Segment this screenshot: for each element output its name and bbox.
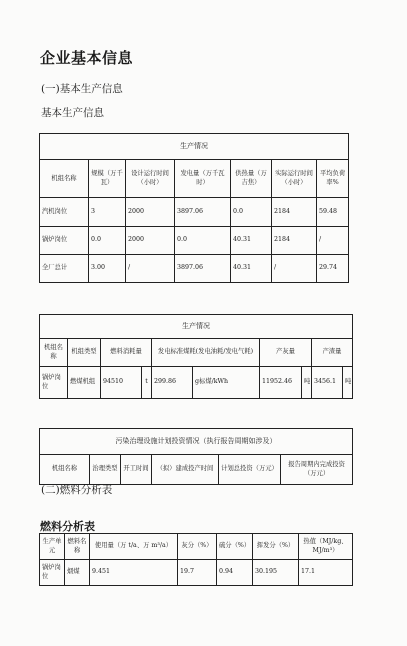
table-header: 硫分（%） bbox=[217, 534, 253, 560]
table-cell: 锅炉岗位 bbox=[40, 226, 89, 254]
table-header: （拟）建成投产时间 bbox=[152, 455, 219, 485]
table-header: 机组类型 bbox=[68, 339, 101, 367]
subsection-heading-fuel: 燃料分析表 bbox=[40, 520, 95, 533]
table-cell: 锅炉岗位 bbox=[40, 560, 65, 586]
production-table bbox=[39, 133, 349, 283]
unit-table-caption: 生产情况 bbox=[40, 315, 353, 339]
table-cell: / bbox=[317, 226, 349, 254]
table-header: 热值（MJ/kg、MJ/m³） bbox=[299, 534, 353, 560]
table-header: 规模（万千瓦） bbox=[89, 160, 126, 198]
subsection-heading-production: 基本生产信息 bbox=[41, 107, 104, 119]
table-cell: 3456.1 bbox=[312, 367, 343, 399]
table-header: 产灰量 bbox=[260, 339, 312, 367]
table-header: 治理类型 bbox=[90, 455, 121, 485]
table-cell: 0.94 bbox=[217, 560, 253, 586]
table-cell: 40.31 bbox=[231, 226, 272, 254]
table-cell: 全厂总计 bbox=[40, 254, 89, 282]
table-header: 机组名称 bbox=[40, 455, 90, 485]
table-cell: 3897.06 bbox=[175, 198, 231, 226]
table-row bbox=[40, 198, 349, 226]
table-cell: 11952.46 bbox=[260, 367, 302, 399]
table-header: 燃料名称 bbox=[65, 534, 90, 560]
table-cell: 0.0 bbox=[175, 226, 231, 254]
table-cell: 17.1 bbox=[299, 560, 353, 586]
pollution-investment-table bbox=[39, 428, 353, 485]
production-table-caption: 生产情况 bbox=[40, 134, 349, 160]
table-cell: 烟煤 bbox=[65, 560, 90, 586]
table-row bbox=[40, 226, 349, 254]
table-cell: 汽机岗位 bbox=[40, 198, 89, 226]
table-cell: 2184 bbox=[272, 198, 317, 226]
table-header: 燃料消耗量 bbox=[101, 339, 152, 367]
table-header: 平均负荷率% bbox=[317, 160, 349, 198]
table-cell: 3 bbox=[89, 198, 126, 226]
section-heading-production: (一)基本生产信息 bbox=[41, 83, 123, 95]
table-cell: 9.451 bbox=[90, 560, 178, 586]
table-cell: 2000 bbox=[126, 226, 175, 254]
table-header: 生产单元 bbox=[40, 534, 65, 560]
table-header: 设计运行时间（小时） bbox=[126, 160, 175, 198]
table-header: 产渣量 bbox=[312, 339, 353, 367]
table-cell: 0.0 bbox=[89, 226, 126, 254]
table-cell: / bbox=[126, 254, 175, 282]
table-cell: 2184 bbox=[272, 226, 317, 254]
table-cell: 29.74 bbox=[317, 254, 349, 282]
table-cell: 锅炉岗位 bbox=[40, 367, 68, 399]
table-header: 挥发分（%） bbox=[253, 534, 299, 560]
table-row bbox=[40, 367, 353, 399]
table-header: 机组名称 bbox=[40, 339, 68, 367]
table-row bbox=[40, 254, 349, 282]
table-cell: 94510 bbox=[101, 367, 142, 399]
table-cell: t bbox=[142, 367, 152, 399]
table-cell: 19.7 bbox=[178, 560, 217, 586]
table-cell: 299.86 bbox=[152, 367, 193, 399]
table-header: 发电标准煤耗(发电油耗/发电气耗) bbox=[152, 339, 260, 367]
pollution-table-caption: 污染治理设施计划投资情况（执行报告周期如涉及） bbox=[40, 429, 353, 455]
table-cell: 30.195 bbox=[253, 560, 299, 586]
table-cell: 燃煤机组 bbox=[68, 367, 101, 399]
table-cell: 0.0 bbox=[231, 198, 272, 226]
table-header: 供热量（万吉焦） bbox=[231, 160, 272, 198]
table-header: 灰分（%） bbox=[178, 534, 217, 560]
table-row bbox=[40, 560, 353, 586]
table-header: 报告周期内完成投资（万元） bbox=[281, 455, 353, 485]
table-cell: / bbox=[272, 254, 317, 282]
table-header: 开工时间 bbox=[121, 455, 152, 485]
page-title: 企业基本信息 bbox=[40, 49, 134, 67]
table-cell: 3897.06 bbox=[175, 254, 231, 282]
section-heading-fuel: (二)燃料分析表 bbox=[41, 484, 113, 496]
table-cell: 吨 bbox=[302, 367, 312, 399]
table-cell: 2000 bbox=[126, 198, 175, 226]
table-cell: 3.00 bbox=[89, 254, 126, 282]
table-cell: g标煤/kWh bbox=[193, 367, 260, 399]
unit-consumption-table bbox=[39, 314, 353, 399]
table-cell: 59.48 bbox=[317, 198, 349, 226]
fuel-analysis-table bbox=[39, 533, 353, 586]
table-header: 机组名称 bbox=[40, 160, 89, 198]
table-header: 实际运行时间（小时） bbox=[272, 160, 317, 198]
table-header: 计划总投资（万元） bbox=[219, 455, 281, 485]
table-header: 使用量（万 t/a、万 m³/a） bbox=[90, 534, 178, 560]
table-header: 发电量（万千瓦时） bbox=[175, 160, 231, 198]
table-cell: 吨 bbox=[343, 367, 353, 399]
table-cell: 40.31 bbox=[231, 254, 272, 282]
